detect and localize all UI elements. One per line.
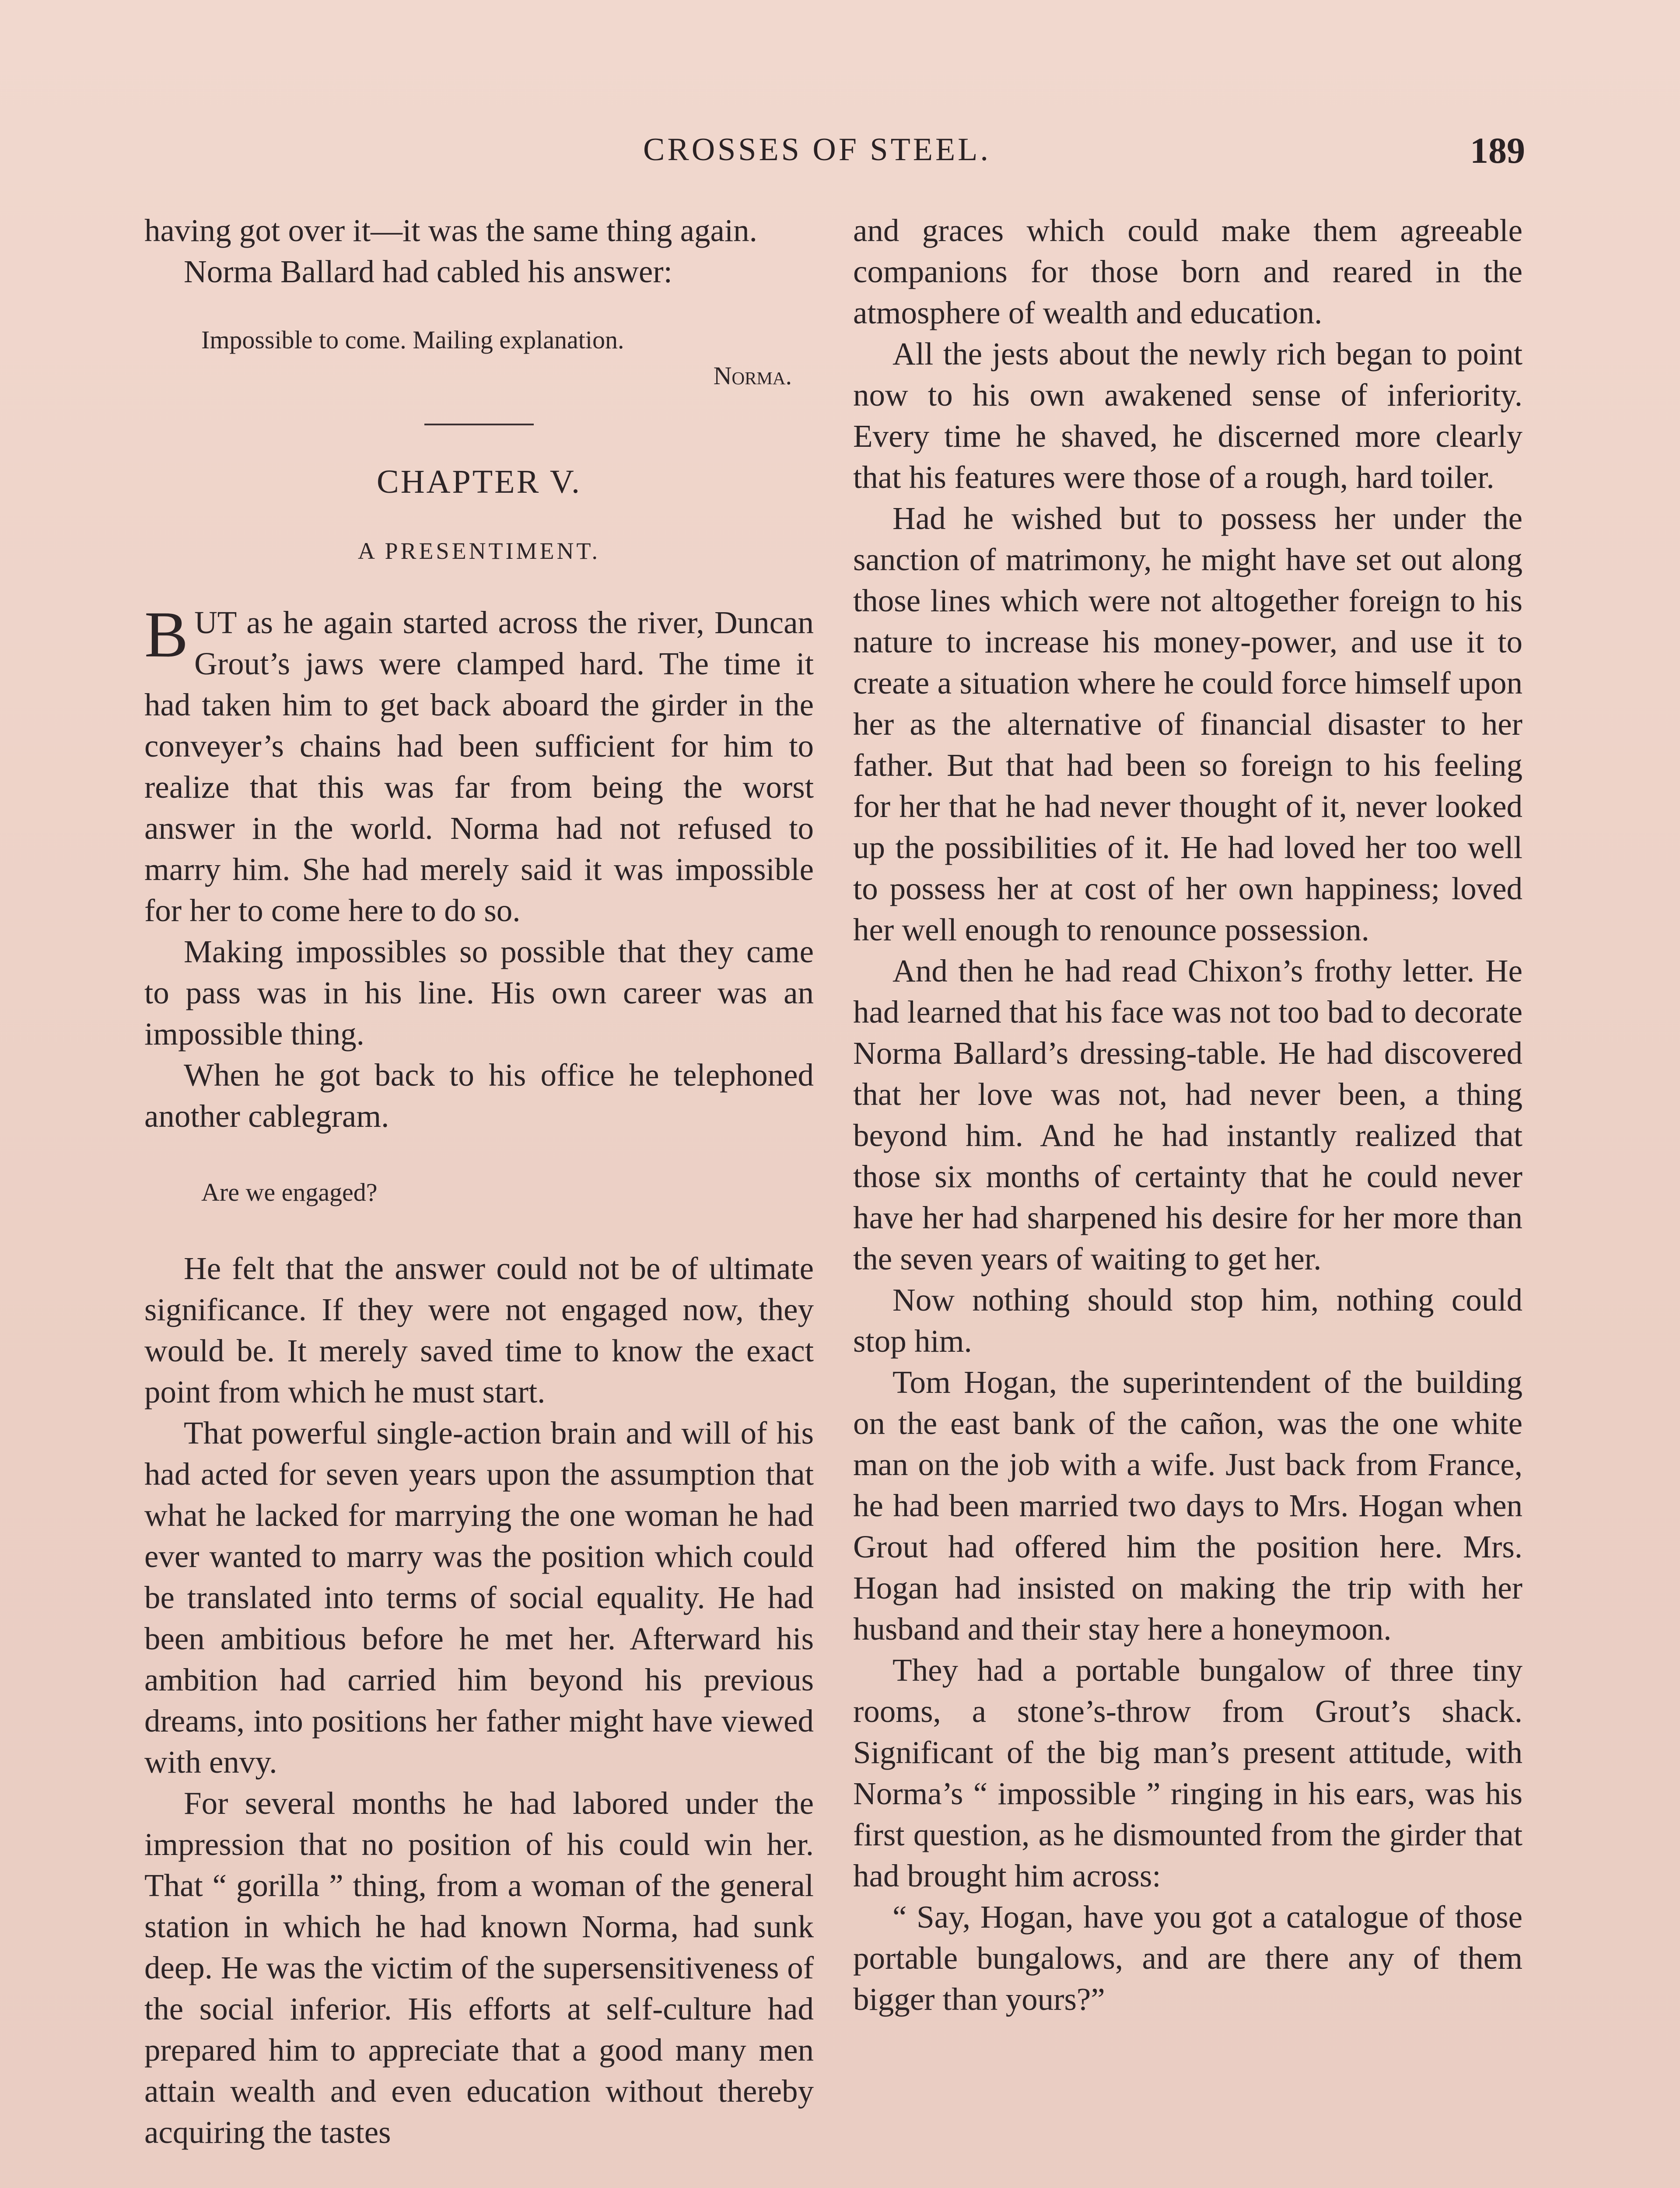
paragraph: Making impossibles so possible that they came to pass was in his line. His own career was an impossible thing. xyxy=(144,934,814,1052)
paragraph: And then he had read Chixon’s frothy letter. He had learned that his face was not too bad to decorate Norma Ballard’s dressing-table. He had discovered that her love was not, had never been, a thing beyond him. And he had instantly realized that those six months of certainty that he could never have her had sharpened his desire for her more than the seven years of waiting to get her. xyxy=(853,953,1522,1276)
chapter-title: CHAPTER V. xyxy=(377,463,581,500)
section-divider xyxy=(424,424,534,425)
paragraph: When he got back to his office he telephoned another cablegram. xyxy=(144,1057,814,1134)
telegram-signature: Norma. xyxy=(713,361,792,390)
paragraph: He felt that the answer could not be of ultimate significance. If they were not engaged now, they would be. It merely saved time to know the exact point from which he must start. xyxy=(144,1251,814,1410)
chapter-subtitle: A PRESENTIMENT. xyxy=(357,538,600,564)
page-number: 189 xyxy=(1470,130,1525,171)
paragraph-carryover: having got over it—it was the same thing again. xyxy=(144,213,757,248)
paragraph-opening-text: UT as he again started across the river, Duncan Grout’s jaws were clamped hard. The time it had taken him to get back aboard the girder in the conveyer’s chains had been sufficient for him to realize that this was far from being the worst answer in the world. Norma had not refused to marry him. She had merely said it was impossible for her to come here to do so. xyxy=(144,605,814,928)
left-column xyxy=(144,210,814,2153)
paragraph: Had he wished but to possess her under the sanction of matrimony, he might have set out along those lines which were not altogether foreign to his nature to increase his money-power, and use it to create a situation where he could force himself upon her as the alternative of financial disaster to her father. But that had been so foreign to his feeling for her that he had never thought of it, never looked up the possibilities of it. He had loved her too well to possess her at cost of her own happiness; loved her well enough to renounce possession. xyxy=(853,501,1522,947)
paragraph: Tom Hogan, the superintendent of the building on the east bank of the cañon, was the one white man on the job with a wife. Just back from France, he had been married two days to Mrs. Hogan when Grout had offered him the position here. Mrs. Hogan had insisted on making the trip with her husband and their stay here a honeymoon. xyxy=(853,1364,1522,1647)
telegram-text: Impossible to come. Mailing explanation. xyxy=(201,326,624,354)
paragraph: All the jests about the newly rich began to point now to his own awakened sense of inferiority. Every time he shaved, he discerned more clearly that his features were those of a rough, hard toiler. xyxy=(853,336,1522,495)
paragraph: Norma Ballard had cabled his answer: xyxy=(184,254,672,289)
paragraph: Now nothing should stop him, nothing could stop him. xyxy=(853,1282,1522,1359)
running-title: CROSSES OF STEEL. xyxy=(643,132,991,168)
drop-cap: B xyxy=(144,598,189,671)
paragraph: That powerful single-action brain and will of his had acted for seven years upon the assumption that what he lacked for marrying the one woman he had ever wanted to marry was the position which could be translated into terms of social equality. He had been ambitious before he met her. Afterward his ambition had carried him beyond his previous dreams, into positions her father might have viewed with envy. xyxy=(144,1415,814,1780)
paragraph-carryover: and graces which could make them agreeable companions for those born and reared in the atmosphere of wealth and education. xyxy=(853,213,1522,330)
right-column xyxy=(853,210,1522,2020)
paragraph: They had a portable bungalow of three tiny rooms, a stone’s-throw from Grout’s shack. Significant of the big man’s present attitude, with Norma’s “ impossible ” ringing in his ears, was his first question, as he dismounted from the girder that had brought him across: xyxy=(853,1652,1522,1893)
paragraph-opening xyxy=(144,598,814,931)
cablegram-quote: Are we engaged? xyxy=(201,1178,378,1206)
telegram-quote xyxy=(201,323,792,393)
paragraph: For several months he had labored under the impression that no position of his could win her. That “ gorilla ” thing, from a woman of the general station in which he had known Norma, had sunk deep. He was the victim of the supersensitiveness of the social inferior. His efforts at self-culture had prepared him to appreciate that a good many men attain wealth and even education without thereby acquiring the tastes xyxy=(144,1785,814,2150)
paragraph: “ Say, Hogan, have you got a catalogue of those portable bungalows, and are there any of them bigger than yours?” xyxy=(853,1899,1522,2017)
